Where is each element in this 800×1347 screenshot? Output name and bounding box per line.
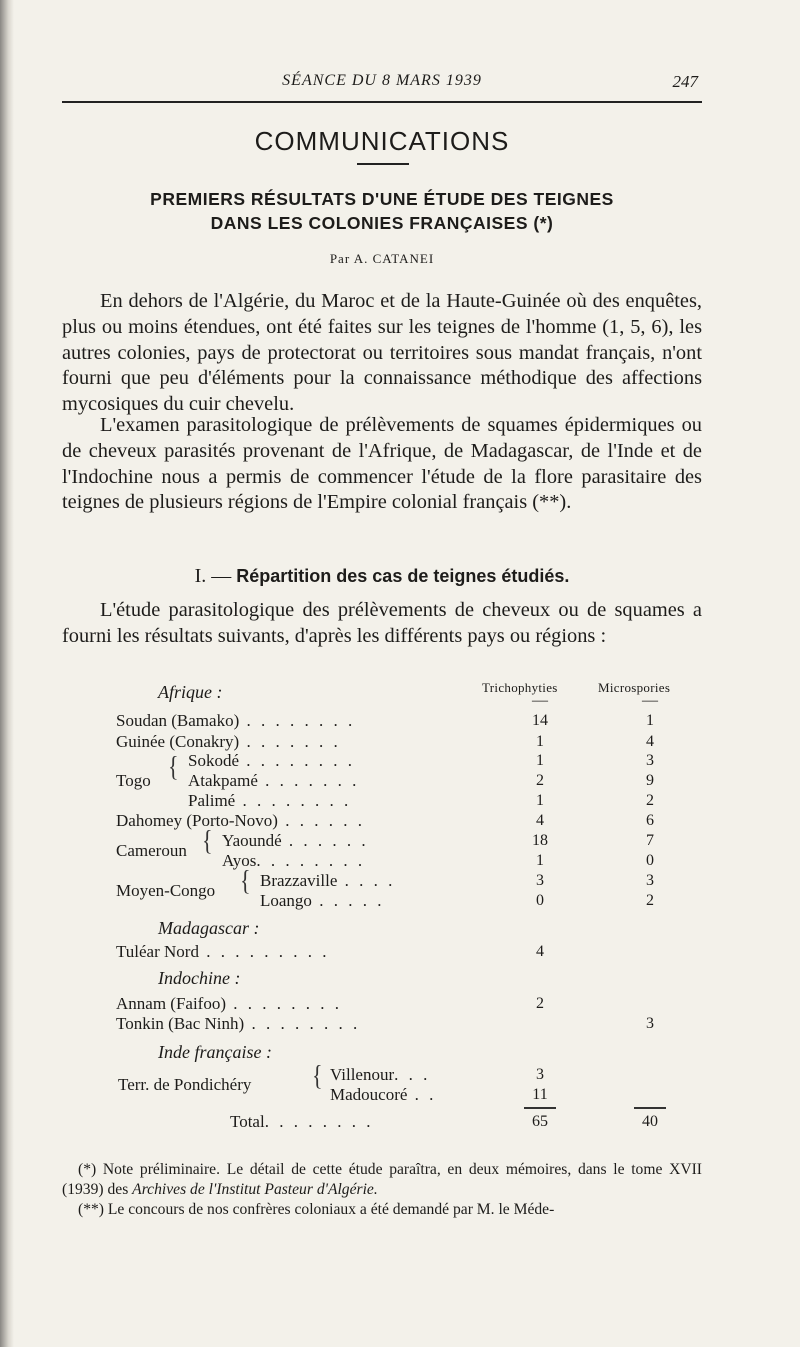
- footnote-2: [62, 1200, 702, 1220]
- brace: {: [312, 1059, 323, 1092]
- cell-microspories: 0: [646, 852, 654, 869]
- row-label: Soudan (Bamako) . . . . . . . .: [116, 711, 356, 730]
- results-table: [62, 0, 702, 1347]
- row-label: Madoucoré . .: [330, 1085, 437, 1104]
- cell-trichophyties: 2: [536, 772, 544, 789]
- brace: {: [202, 824, 213, 857]
- cell-trichophyties: 14: [532, 712, 548, 729]
- cell-trichophyties: 1: [536, 733, 544, 750]
- row-label: Annam (Faifoo) . . . . . . . .: [116, 994, 343, 1013]
- total-rule: [524, 1107, 556, 1109]
- article-title-line-1: PREMIERS RÉSULTATS D'UNE ÉTUDE DES TEIGNES: [150, 189, 614, 209]
- cell-microspories: 3: [646, 872, 654, 889]
- cell-trichophyties: 1: [536, 852, 544, 869]
- col-header-dash: —: [532, 692, 548, 709]
- cell-trichophyties: 0: [536, 892, 544, 909]
- group-label-pondichery: Terr. de Pondichéry: [118, 1075, 252, 1094]
- paragraph-intro: En dehors de l'Algérie, du Maroc et de la Haute-Guinée où des enquêtes, plus ou moins étendues, ont été faites sur les teignes de l'homme (1, 5, 6), les autres colonies, pays de protectorat ou territoires sous mandat français, n'ont fourni que peu d'éléments pour la connaissance méthodique des affections mycosiques du cuir chevelu.: [62, 290, 702, 416]
- cell-microspories: 7: [646, 832, 654, 849]
- cell-trichophyties: 1: [536, 792, 544, 809]
- cell-microspories: 3: [646, 752, 654, 769]
- subheading-number: I. —: [194, 565, 232, 587]
- paragraph-results: L'étude parasitologique des prélèvements de cheveux ou de squames a fourni les résultats suivants, d'après les différents pays ou régions :: [62, 599, 702, 647]
- row-label: Tonkin (Bac Ninh) . . . . . . . .: [116, 1014, 361, 1033]
- cell-trichophyties-total: 65: [532, 1113, 548, 1130]
- cell-microspories: 6: [646, 812, 654, 829]
- brace: {: [240, 864, 251, 897]
- col-header-microspories: Microspories: [598, 680, 671, 695]
- cell-microspories-total: 40: [642, 1113, 658, 1130]
- page-binding-edge: [0, 0, 14, 1347]
- group-label-togo: Togo: [116, 771, 151, 790]
- cell-trichophyties: 11: [532, 1086, 548, 1103]
- row-label: Villenour. . .: [330, 1065, 431, 1084]
- region-madagascar: Madagascar :: [158, 918, 260, 938]
- cell-microspories: 4: [646, 733, 654, 750]
- col-header-dash: —: [642, 692, 658, 709]
- cell-trichophyties: 3: [536, 872, 544, 889]
- row-label: Ayos. . . . . . . .: [222, 851, 366, 870]
- author-line: Par A. CATANEI: [329, 251, 435, 266]
- footnote-1-mark: (*): [78, 1161, 97, 1178]
- col-header-trichophyties: Trichophyties: [482, 680, 558, 695]
- region-inde-francaise: Inde française :: [158, 1042, 272, 1062]
- row-label: Total. . . . . . . .: [230, 1112, 374, 1131]
- total-rule: [634, 1107, 666, 1109]
- row-label: Brazzaville . . . .: [260, 871, 396, 890]
- row-label: Sokodé . . . . . . . .: [188, 751, 355, 770]
- row-label: Guinée (Conakry) . . . . . . .: [116, 732, 341, 751]
- footnote-2-text: Le concours de nos confrères coloniaux a été demandé par M. le Méde-: [107, 1201, 555, 1218]
- cell-trichophyties: 4: [536, 943, 544, 960]
- footnote-2-mark: (**): [78, 1201, 104, 1218]
- article-title-line-2: DANS LES COLONIES FRANÇAISES (*): [210, 213, 554, 233]
- cell-microspories: 9: [646, 772, 654, 789]
- row-label: Atakpamé . . . . . . .: [188, 771, 360, 790]
- footnote-1-citation: Archives de l'Institut Pasteur d'Algérie.: [132, 1181, 378, 1198]
- subheading-text: Répartition des cas de teignes étudiés.: [236, 566, 570, 586]
- cell-microspories: 1: [646, 712, 654, 729]
- cell-trichophyties: 1: [536, 752, 544, 769]
- row-label: Palimé . . . . . . . .: [188, 791, 352, 810]
- section-title: COMMUNICATIONS: [254, 126, 510, 156]
- paragraph-examen: L'examen parasitologique de prélèvements de squames épidermiques ou de cheveux parasités provenant de l'Afrique, de Madagascar, de l'Inde et de l'Indochine nous a permis de commencer l'étude de la flore parasitaire des teignes de plusieurs régions de l'Empire colonial français (**).: [62, 414, 702, 514]
- region-indochine: Indochine :: [158, 968, 241, 988]
- row-label: Dahomey (Porto-Novo) . . . . . .: [116, 811, 365, 830]
- page-number: 247: [672, 72, 698, 91]
- row-label: Yaoundé . . . . . .: [222, 831, 369, 850]
- cell-microspories: 3: [646, 1015, 654, 1032]
- footnote-1: [62, 1160, 702, 1200]
- cell-trichophyties: 3: [536, 1066, 544, 1083]
- row-label: Loango . . . . .: [260, 891, 385, 910]
- cell-trichophyties: 18: [532, 832, 548, 849]
- running-title: SÉANCE DU 8 MARS 1939: [282, 72, 482, 89]
- cell-trichophyties: 2: [536, 995, 544, 1012]
- group-label-moyen-congo: Moyen-Congo: [116, 881, 216, 900]
- region-afrique: Afrique :: [158, 682, 223, 702]
- footnote-1-text: Note préliminaire. Le détail de cette étude paraîtra, en deux mémoires, dans le tome XVII (1939) des: [62, 1161, 702, 1198]
- brace: {: [168, 750, 179, 783]
- row-label: Tuléar Nord . . . . . . . . .: [116, 942, 330, 961]
- cell-microspories: 2: [646, 792, 654, 809]
- group-label-cameroun: Cameroun: [116, 841, 187, 860]
- cell-microspories: 2: [646, 892, 654, 909]
- cell-trichophyties: 4: [536, 812, 544, 829]
